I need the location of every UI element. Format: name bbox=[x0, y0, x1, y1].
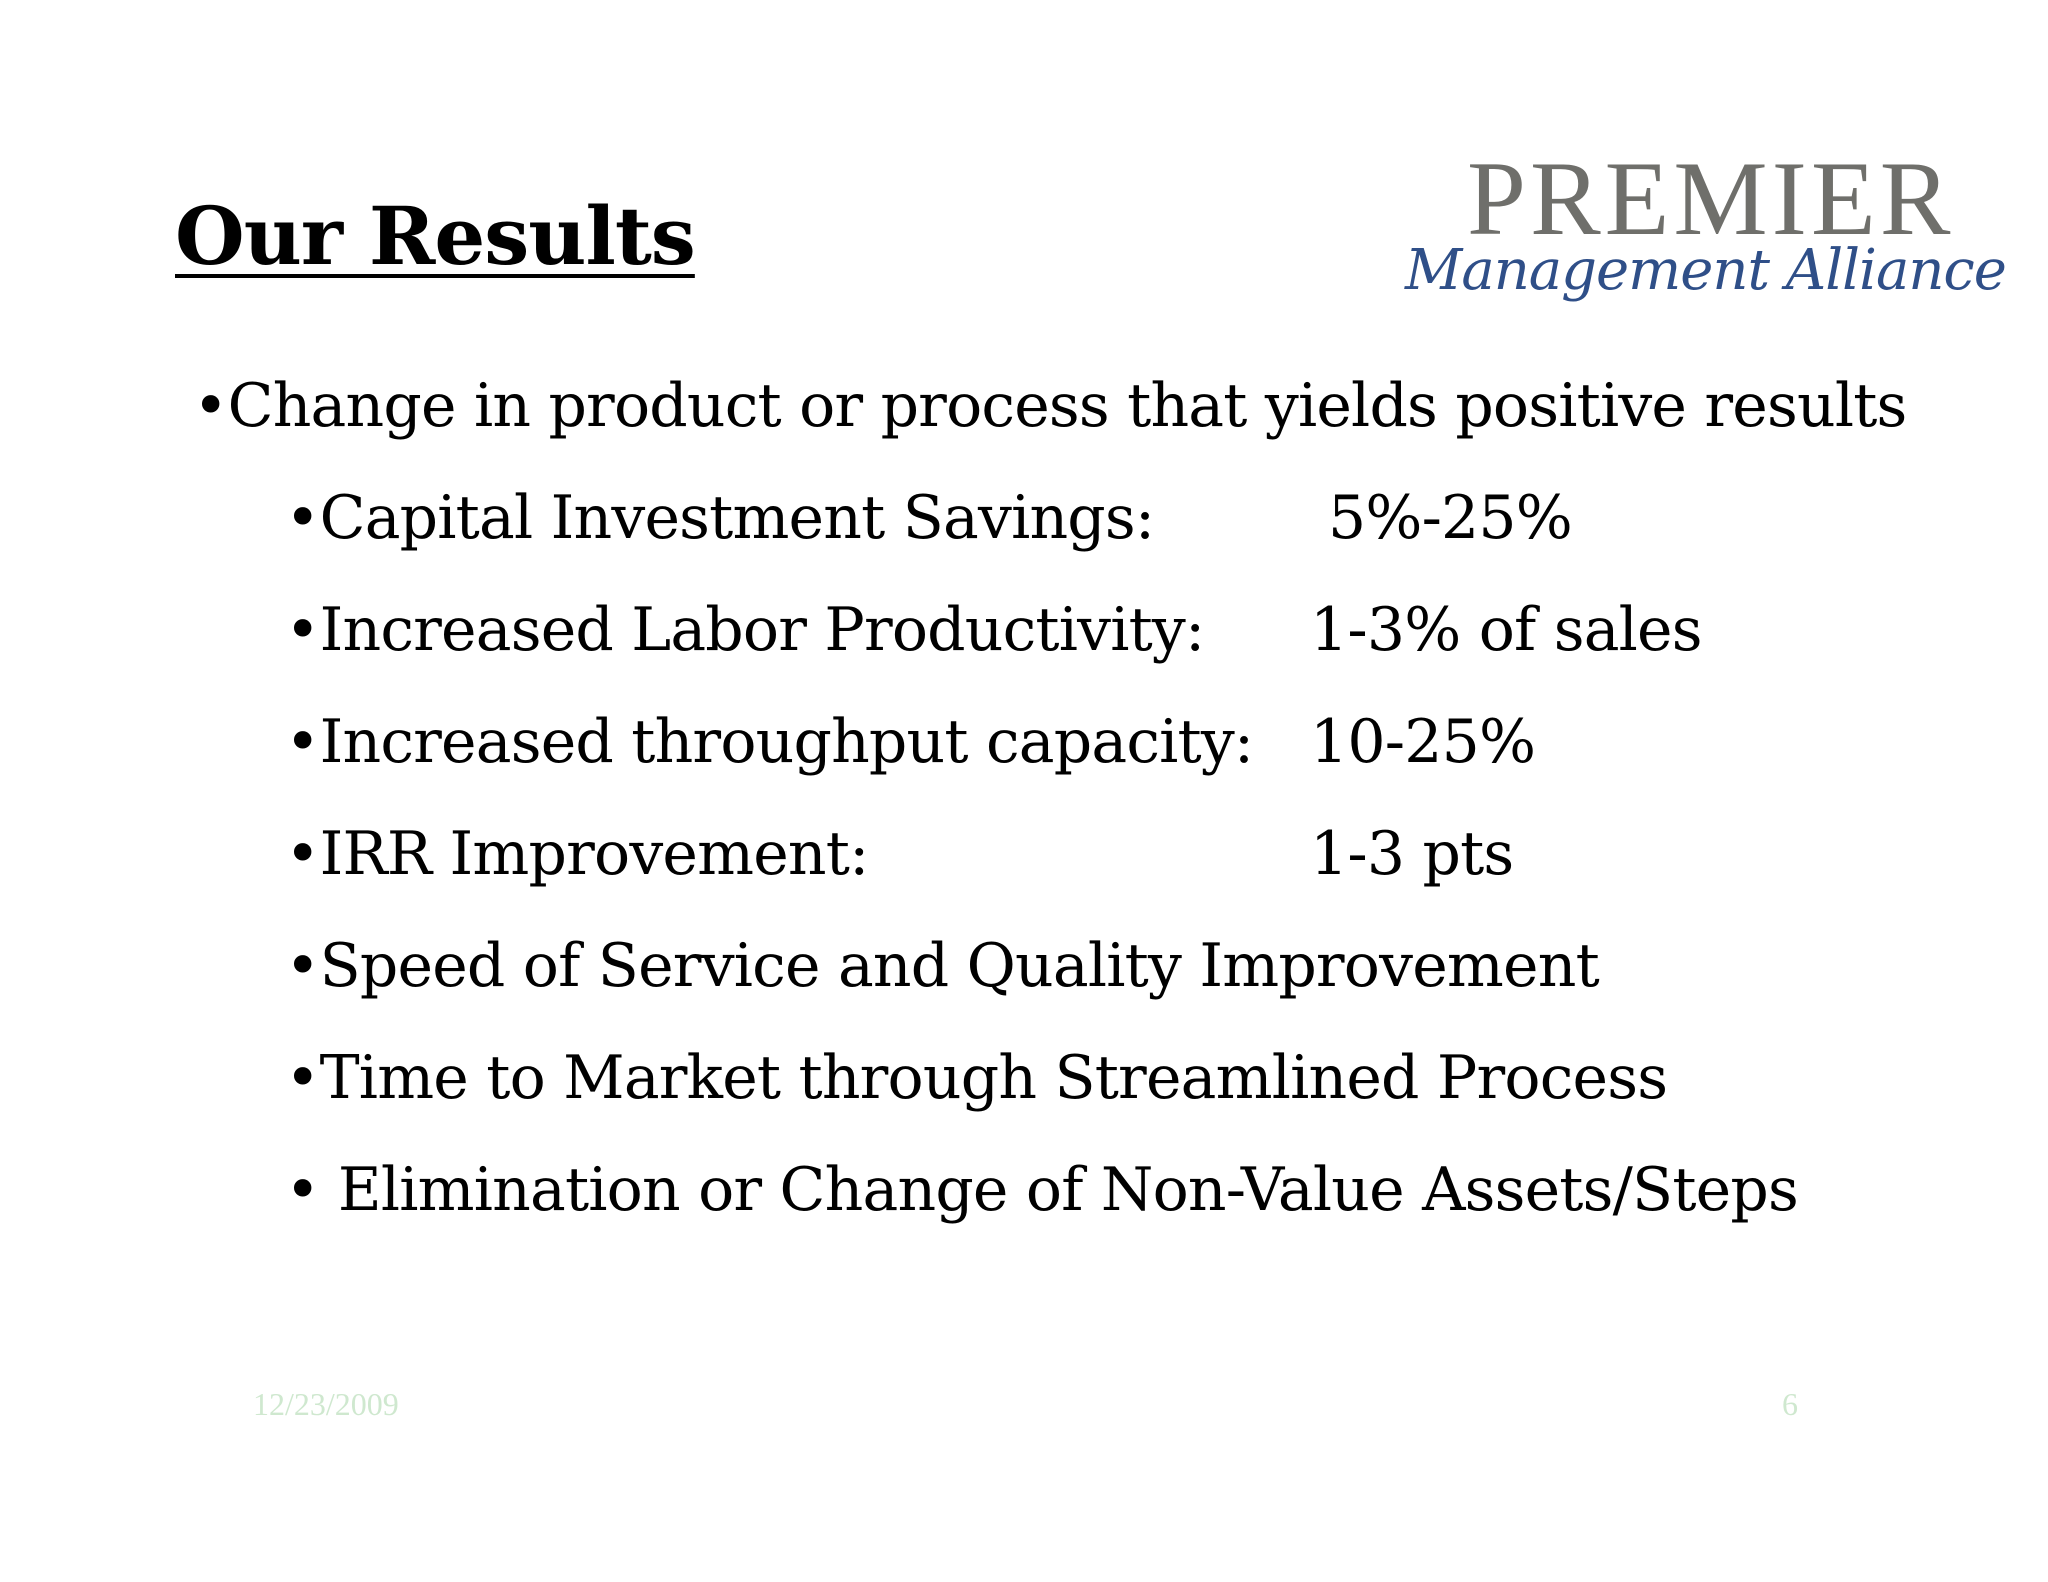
page-number: 6 bbox=[1782, 1386, 1798, 1422]
list-item-value: 5%-25% bbox=[1328, 483, 1573, 553]
list-item bbox=[285, 704, 1885, 816]
page-title: Our Results bbox=[175, 189, 695, 283]
list-item bbox=[285, 1040, 1885, 1152]
list-item-value: 1-3 pts bbox=[1310, 819, 1514, 889]
company-logo bbox=[1405, 140, 2006, 320]
logo-premier-text: PREMIER bbox=[1467, 140, 1955, 257]
list-item-label: •IRR Improvement: bbox=[285, 819, 869, 889]
list-item-label: • Elimination or Change of Non-Value Assets/Steps bbox=[285, 1155, 1798, 1225]
list-item-label: •Increased Labor Productivity: bbox=[285, 595, 1205, 665]
list-item bbox=[285, 480, 1885, 592]
list-item bbox=[285, 928, 1885, 1040]
list-item bbox=[285, 816, 1885, 928]
list-item-value: 10-25% bbox=[1310, 707, 1536, 777]
list-item bbox=[285, 592, 1885, 704]
list-item-label: •Time to Market through Streamlined Process bbox=[285, 1043, 1668, 1113]
list-item-label: •Increased throughput capacity: bbox=[285, 707, 1254, 777]
list-item bbox=[285, 1152, 1885, 1264]
list-item-label: •Capital Investment Savings: bbox=[285, 483, 1155, 553]
results-list bbox=[285, 480, 1885, 1264]
footer-date: 12/23/2009 bbox=[253, 1386, 399, 1422]
list-item-label: •Speed of Service and Quality Improvement bbox=[285, 931, 1599, 1001]
list-item-value: 1-3% of sales bbox=[1310, 595, 1702, 665]
logo-subtitle-text: Management Alliance bbox=[1405, 238, 2006, 303]
main-bullet: •Change in product or process that yields positive results bbox=[193, 371, 1907, 441]
